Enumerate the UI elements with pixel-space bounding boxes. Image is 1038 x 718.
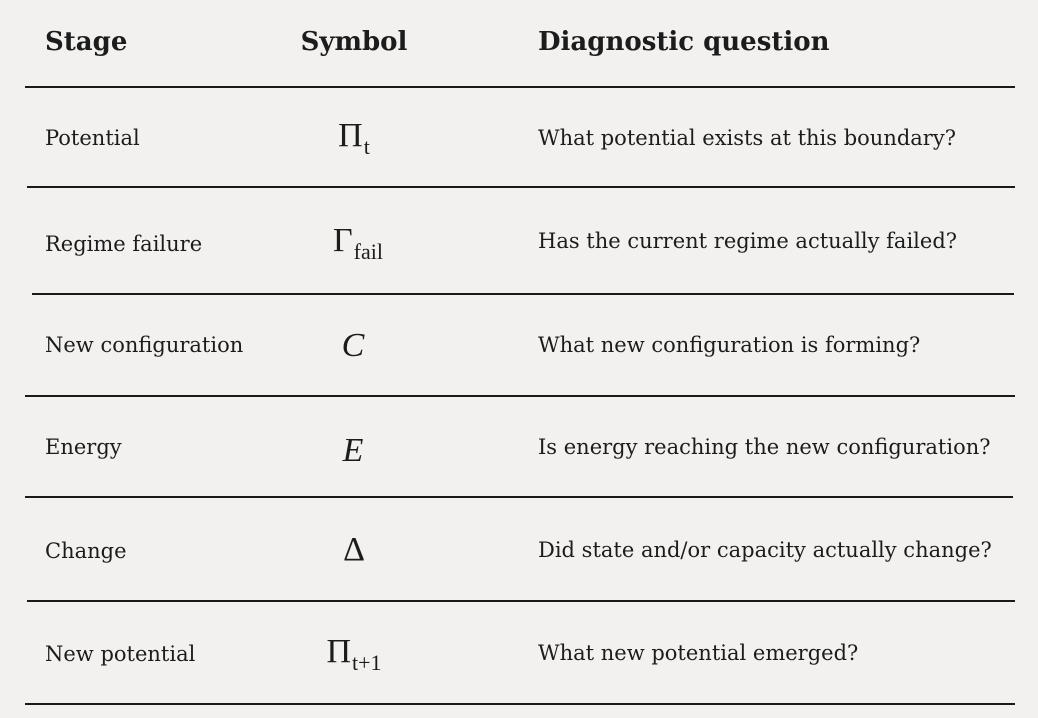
header-diagnostic-question: Diagnostic question <box>538 27 830 57</box>
symbol-base: E <box>342 432 364 469</box>
symbol-subscript: t+1 <box>352 650 382 676</box>
row-new-potential-symbol <box>326 633 382 676</box>
row-divider <box>25 496 1013 498</box>
symbol-subscript: fail <box>353 239 383 265</box>
row-divider <box>25 395 1015 397</box>
header-divider <box>25 86 1015 88</box>
header-symbol: Symbol <box>300 27 408 57</box>
row-regime-failure-stage: Regime failure <box>45 232 203 256</box>
row-change-stage: Change <box>45 539 127 563</box>
header-stage: Stage <box>45 27 128 57</box>
row-new-configuration-symbol <box>342 329 365 363</box>
row-new-potential-question: What new potential emerged? <box>538 641 859 665</box>
row-new-potential-stage: New potential <box>45 642 196 666</box>
symbol-base: Π <box>338 117 363 154</box>
row-potential-symbol <box>338 117 370 160</box>
symbol-base: Γ <box>333 222 353 259</box>
row-change-question: Did state and/or capacity actually change? <box>538 538 992 562</box>
symbol-base: C <box>341 327 365 364</box>
row-potential-stage: Potential <box>45 126 140 150</box>
row-divider <box>27 600 1015 602</box>
symbol-base: Δ <box>343 531 365 568</box>
row-energy-symbol <box>343 434 364 468</box>
row-regime-failure-question: Has the current regime actually failed? <box>538 229 958 253</box>
symbol-base: Π <box>326 633 352 670</box>
row-change-symbol <box>343 533 365 567</box>
row-energy-stage: Energy <box>45 435 122 459</box>
row-potential-question: What potential exists at this boundary? <box>538 126 956 150</box>
row-energy-question: Is energy reaching the new configuration? <box>538 435 991 459</box>
table-bottom-rule <box>25 703 1015 705</box>
row-new-configuration-question: What new configuration is forming? <box>538 333 921 357</box>
row-divider <box>27 186 1015 188</box>
row-divider <box>32 293 1014 295</box>
symbol-subscript: t <box>363 134 370 160</box>
row-new-configuration-stage: New configuration <box>45 333 244 357</box>
row-regime-failure-symbol <box>333 222 383 265</box>
